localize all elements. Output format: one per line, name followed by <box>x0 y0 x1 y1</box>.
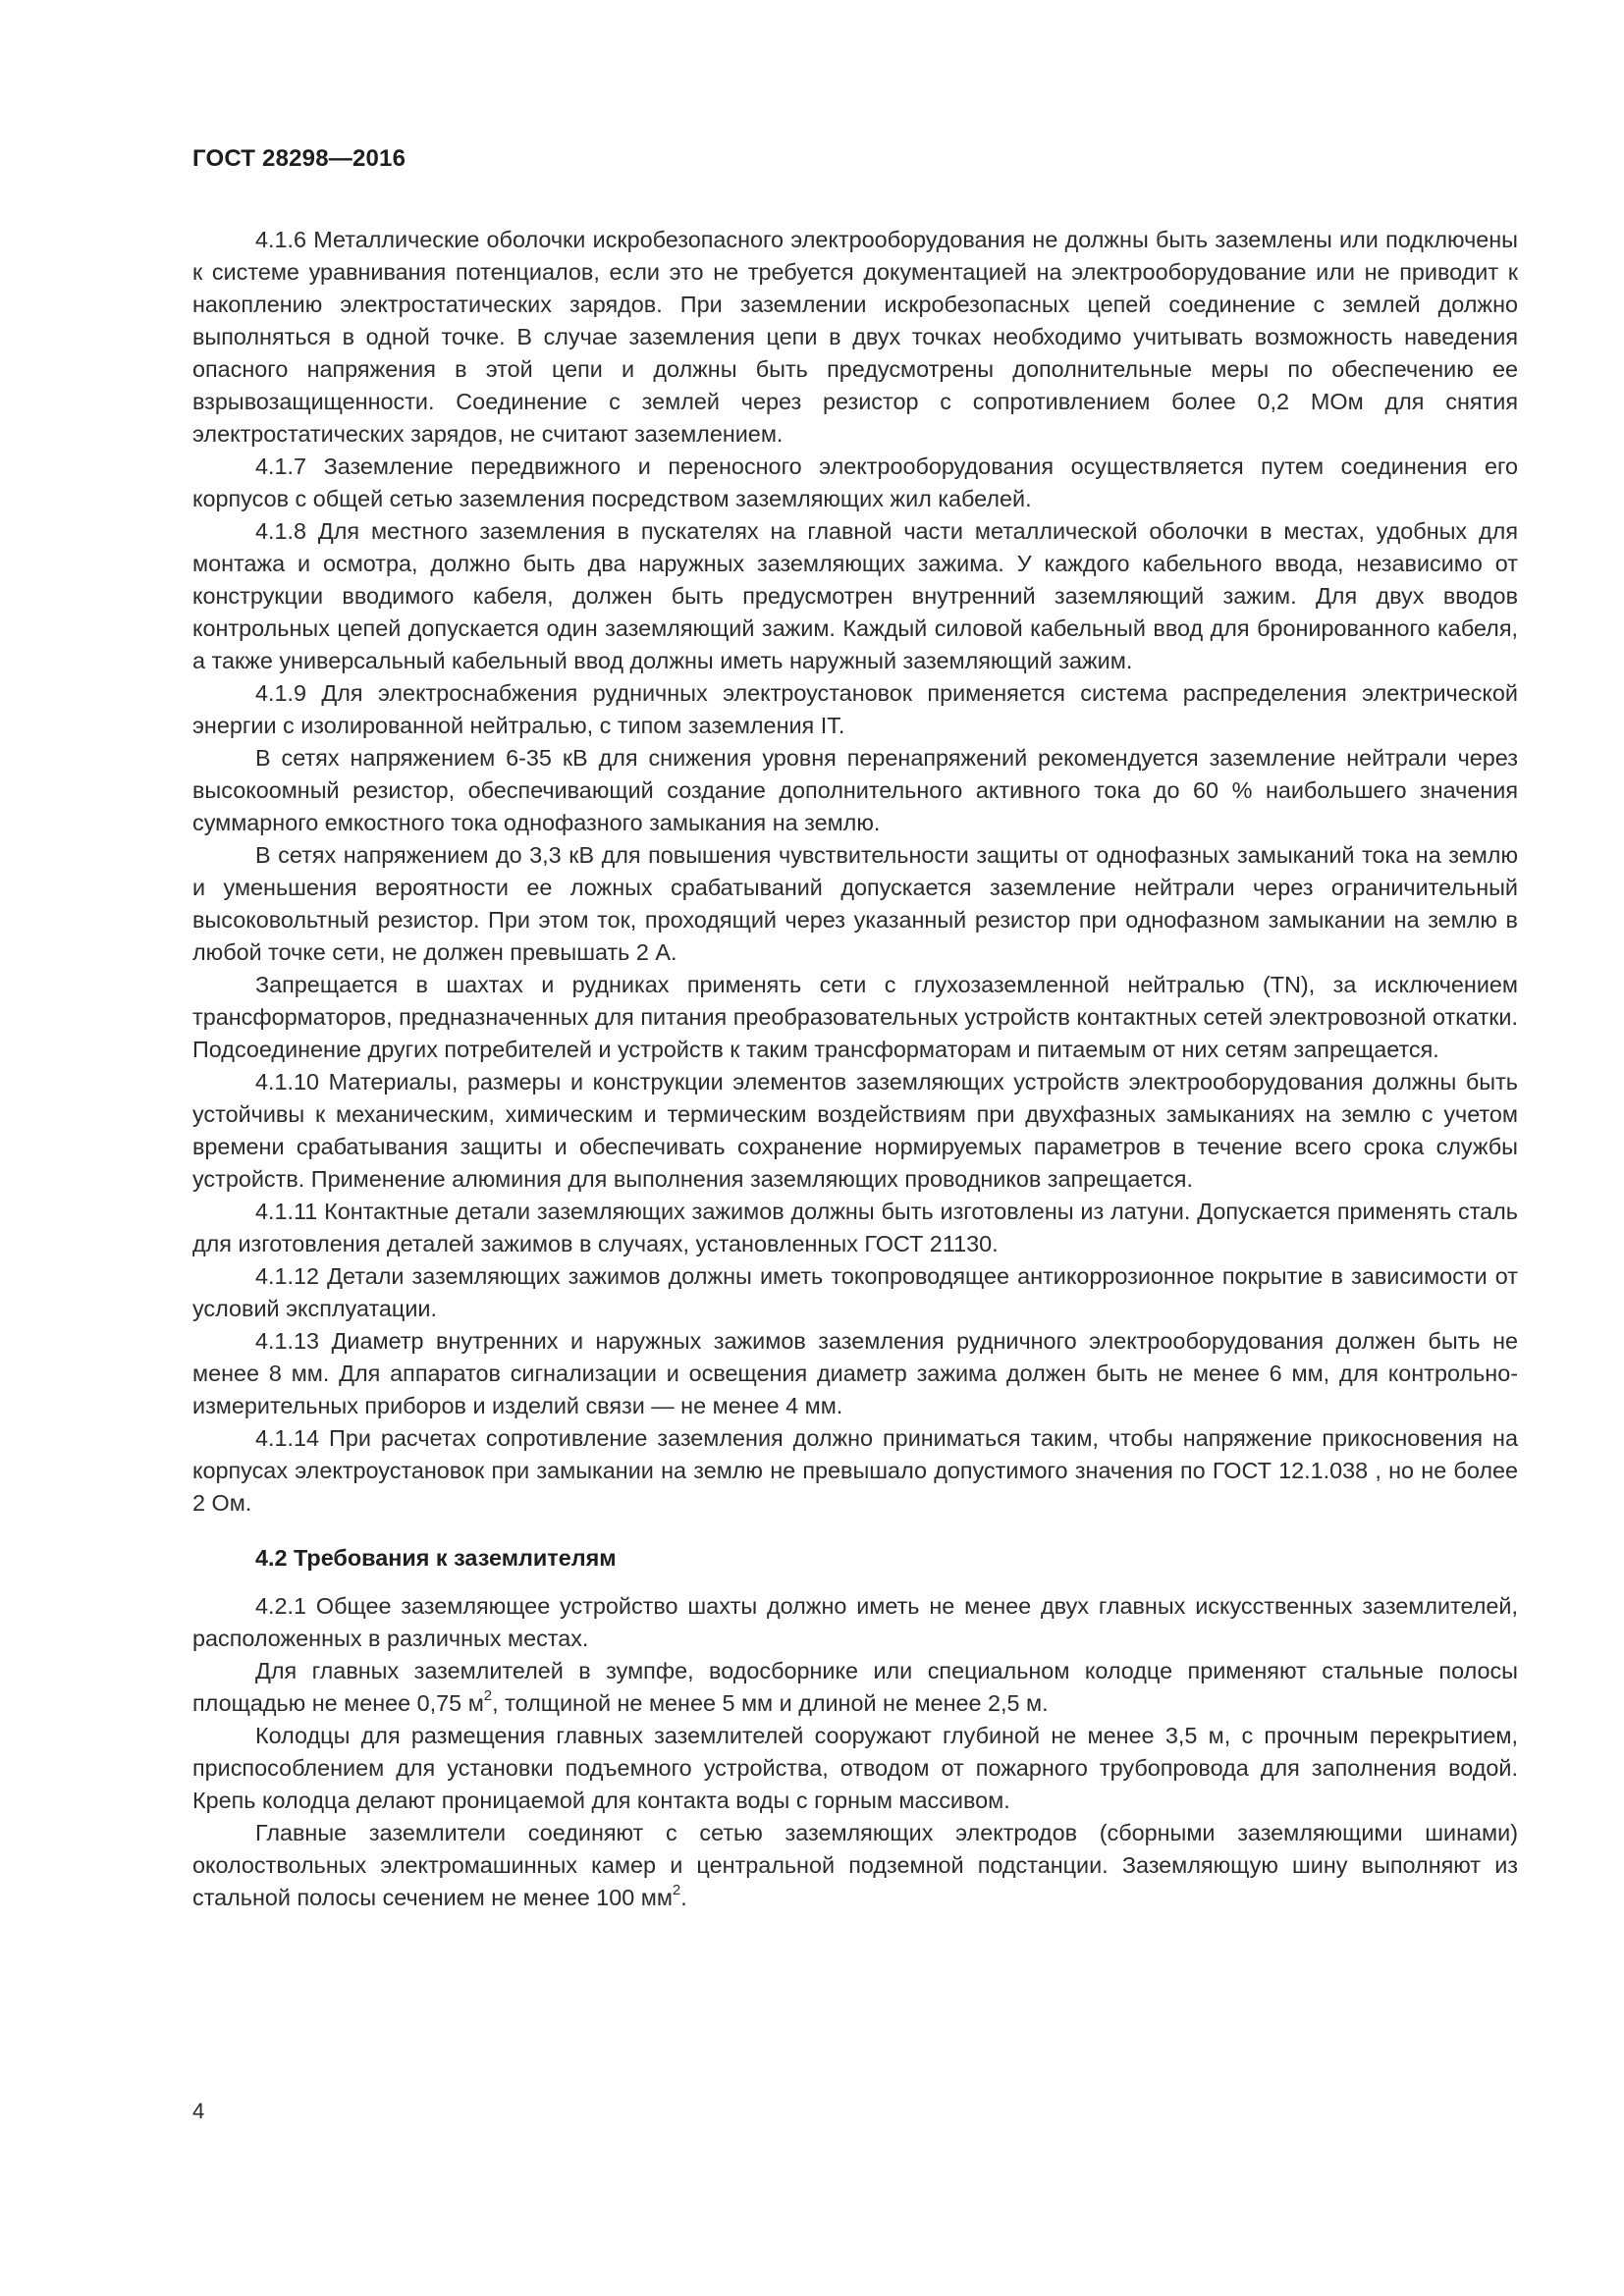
paragraph-4-1-7: 4.1.7 Заземление передвижного и переносного электрооборудования осуществляется путем соединения его корпусов с общей сетью заземления посредством заземляющих жил кабелей. <box>192 454 1518 511</box>
standard-code-header: ГОСТ 28298—2016 <box>192 145 406 172</box>
paragraph-tn-prohibition: Запрещается в шахтах и рудниках применять сети с глухозаземленной нейтралью (TN), за исключением трансформаторов, предназначенных для питания преобразовательных устройств контактных сетей электровозной откатки. Подсоединение других потребителей и устройств к таким трансформаторам и питаемым от них сетям запрещается. <box>192 972 1518 1062</box>
paragraph-steel-strips <box>192 1655 1518 1720</box>
paragraph-3-3kv-networks: В сетях напряжением до 3,3 кВ для повышения чувствительности защиты от однофазных замыканий тока на землю и уменьшения вероятности ее ложных срабатываний допускается заземление нейтрали через ограничительный высоковольтный резистор. При этом ток, проходящий через указанный резистор при однофазном замыкании на землю в любой точке сети, не должен превышать 2 А. <box>192 842 1518 965</box>
text-run: , толщиной не менее 5 мм и длиной не менее 2,5 м. <box>492 1690 1049 1716</box>
paragraph-6-35kv-networks: В сетях напряжением 6-35 кВ для снижения уровня перенапряжений рекомендуется заземление нейтрали через высокоомный резистор, обеспечивающий создание дополнительного активного тока до 60 % наибольшего значения суммарного емкостного тока однофазного замыкания на землю. <box>192 745 1518 835</box>
paragraph-main-earthing-connection <box>192 1817 1518 1914</box>
paragraph-4-1-13: 4.1.13 Диаметр внутренних и наружных зажимов заземления рудничного электрооборудования должен быть не менее 8 мм. Для аппаратов сигнализации и освещения диаметр зажима должен быть не менее 6 мм, для контрольно-измерительных приборов и изделий связи — не менее 4 мм. <box>192 1328 1518 1418</box>
paragraph-wells: Колодцы для размещения главных заземлителей сооружают глубиной не менее 3,5 м, с прочным перекрытием, приспособлением для установки подъемного устройства, отводом от пожарного трубопровода для заполнения водой. Крепь колодца делают проницаемой для контакта воды с горным массивом. <box>192 1723 1518 1813</box>
text-run: Главные заземлители соединяют с сетью заземляющих электродов (сборными заземляющими шинами) околоствольных электромашинных камер и центральной подземной подстанции. Заземляющую шину выполняют из стальной полосы сечением не менее 100 мм <box>192 1820 1518 1910</box>
text-run: . <box>680 1885 687 1910</box>
paragraph-4-1-6: 4.1.6 Металлические оболочки искробезопасного электрооборудования не должны быть заземлены или подключены к системе уравнивания потенциалов, если это не требуется документацией на электрооборудование или не приводит к накоплению электростатических зарядов. При заземлении искробезопасных цепей соединение с землей должно выполняться в одной точке. В случае заземления цепи в двух точках необходимо учитывать возможность наведения опасного напряжения в этой цепи и должны быть предусмотрены дополнительные меры по обеспечению ее взрывозащищенности. Соединение с землей через резистор с сопротивлением более 0,2 МОм для снятия электростатических зарядов, не считают заземлением. <box>192 227 1518 447</box>
paragraph-4-1-9: 4.1.9 Для электроснабжения рудничных электроустановок применяется система распределения электрической энергии с изолированной нейтралью, с типом заземления IT. <box>192 680 1518 738</box>
superscript: 2 <box>672 1882 681 1899</box>
paragraph-4-2-1: 4.2.1 Общее заземляющее устройство шахты должно иметь не менее двух главных искусственных заземлителей, расположенных в различных местах. <box>192 1593 1518 1651</box>
section-heading-4-2: 4.2 Требования к заземлителям <box>255 1545 617 1571</box>
paragraph-4-1-14: 4.1.14 При расчетах сопротивление заземления должно приниматься таким, чтобы напряжение прикосновения на корпусах электроустановок при замыкании на землю не превышало допустимого значения по ГОСТ 12.1.038 , но не более 2 Ом. <box>192 1425 1518 1516</box>
page-number: 4 <box>192 2099 205 2123</box>
paragraph-4-1-12: 4.1.12 Детали заземляющих зажимов должны иметь токопроводящее антикоррозионное покрытие в зависимости от условий эксплуатации. <box>192 1263 1518 1321</box>
document-body <box>192 224 1518 1914</box>
paragraph-4-1-8: 4.1.8 Для местного заземления в пускателях на главной части металлической оболочки в местах, удобных для монтажа и осмотра, должно быть два наружных заземляющих зажима. У каждого кабельного ввода, независимо от конструкции вводимого кабеля, должен быть предусмотрен внутренний заземляющий зажим. Для двух вводов контрольных цепей допускается один заземляющий зажим. Каждый силовой кабельный ввод для бронированного кабеля, а также универсальный кабельный ввод должны иметь наружный заземляющий зажим. <box>192 518 1518 673</box>
text-run: Для главных заземлителей в зумпфе, водосборнике или специальном колодце применяют стальные полосы площадью не менее 0,75 м <box>192 1658 1518 1716</box>
paragraph-4-1-10: 4.1.10 Материалы, размеры и конструкции элементов заземляющих устройств электрооборудования должны быть устойчивы к механическим, химическим и термическим воздействиям при двухфазных замыканиях на землю с учетом времени срабатывания защиты и обеспечивать сохранение нормируемых параметров в течение всего срока службы устройств. Применение алюминия для выполнения заземляющих проводников запрещается. <box>192 1069 1518 1192</box>
paragraph-4-1-11: 4.1.11 Контактные детали заземляющих зажимов должны быть изготовлены из латуни. Допускается применять сталь для изготовления деталей зажимов в случаях, установленных ГОСТ 21130. <box>192 1199 1518 1256</box>
superscript: 2 <box>483 1687 493 1705</box>
